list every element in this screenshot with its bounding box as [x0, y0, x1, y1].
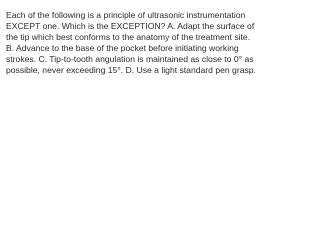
page — [0, 0, 261, 88]
question-text: Each of the following is a principle of ultrasonic instrumentation EXCEPT one. Which is the EXCEPTION? A. Adapt the surface of the tip which best conforms to the anatomy of the treatment site. B. Advance to the base of the pocket before initiating working strokes. C. Tip-to-tooth angulation is maintained as close to 0° as possible, never exceeding 15°. D. Use a light standard pen grasp. — [6, 10, 256, 76]
